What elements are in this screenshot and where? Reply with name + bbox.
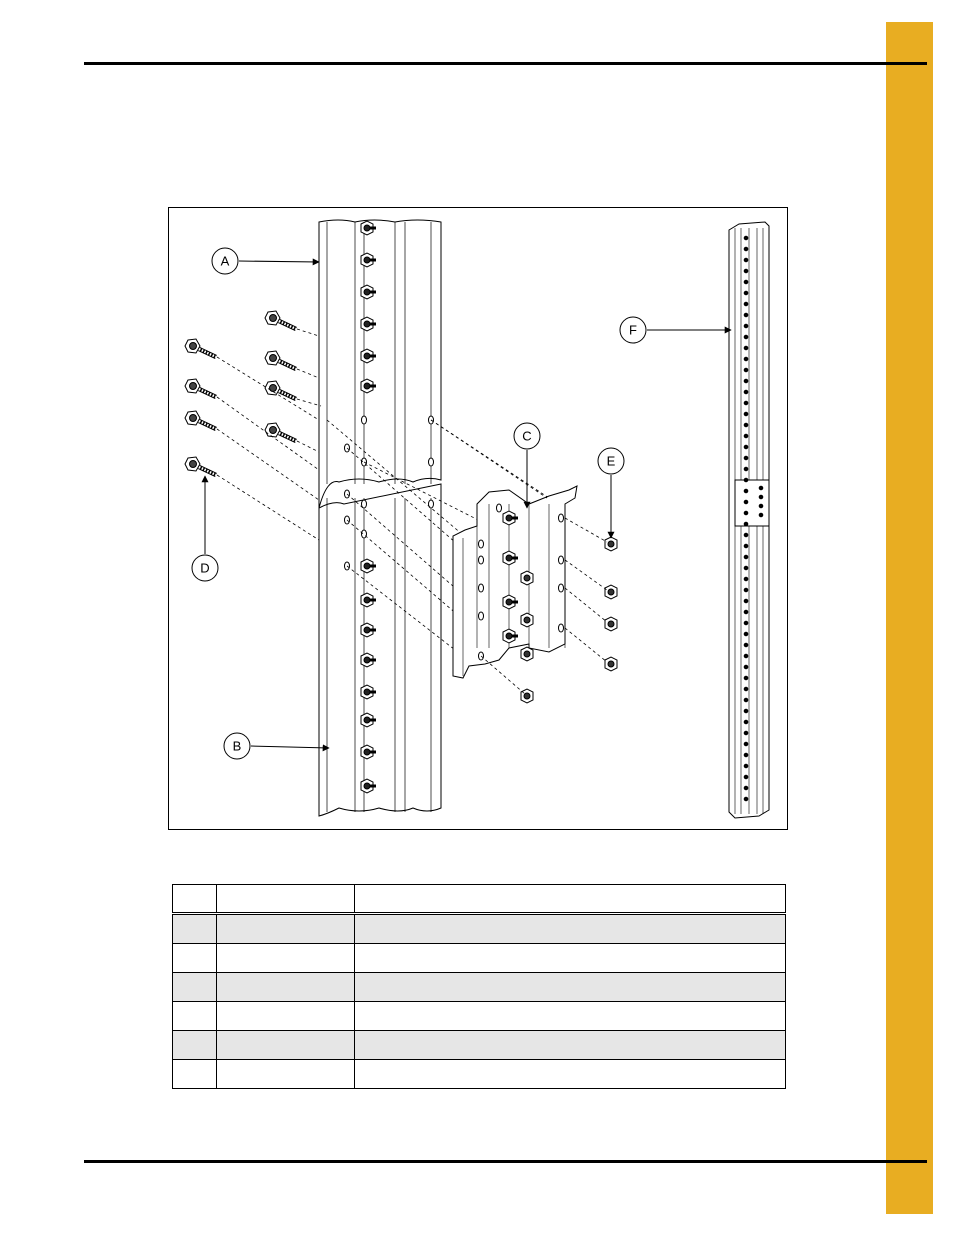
bolt-hole <box>479 540 484 548</box>
header-part-number <box>217 885 355 914</box>
row-part-number <box>217 973 355 1002</box>
table-row <box>173 1031 786 1060</box>
hidden-line <box>297 399 321 406</box>
column-hole <box>744 357 748 361</box>
row-description <box>355 1031 786 1060</box>
bolt-icon <box>265 351 296 369</box>
callout-label-c: C <box>522 428 532 444</box>
bolt-hole <box>559 514 564 522</box>
bolt-hole <box>559 584 564 592</box>
nut-icon <box>605 585 617 599</box>
column-hole <box>744 544 748 548</box>
bolt-icon <box>265 311 296 329</box>
bolt-icon <box>185 339 216 357</box>
column-hole <box>744 434 748 438</box>
column-hole <box>744 313 748 317</box>
column-hole <box>744 731 748 735</box>
column-hole <box>744 412 748 416</box>
bolt-hole <box>479 556 484 564</box>
splice-hole <box>759 495 763 499</box>
bolt-icon <box>185 379 216 397</box>
callout-label-e: E <box>606 453 616 469</box>
column-hole <box>744 379 748 383</box>
column-hole <box>744 258 748 262</box>
column-hole <box>744 335 748 339</box>
splice-hole <box>759 504 763 508</box>
row-description <box>355 1060 786 1089</box>
row-part-number <box>217 914 355 944</box>
bolt-hole <box>479 612 484 620</box>
row-ref <box>173 1031 217 1060</box>
column-hole <box>744 489 748 493</box>
row-ref <box>173 973 217 1002</box>
bolt-hole <box>559 624 564 632</box>
column-hole <box>744 236 748 240</box>
column-hole <box>744 247 748 251</box>
callout-label-a: A <box>220 253 230 269</box>
column-hole <box>744 566 748 570</box>
row-part-number <box>217 1002 355 1031</box>
footer-rule <box>84 1160 927 1163</box>
column-hole <box>744 423 748 427</box>
column-hole <box>744 401 748 405</box>
lower-column <box>319 484 441 816</box>
nut-icon <box>521 571 533 585</box>
nut-icon <box>521 613 533 627</box>
column-hole <box>744 687 748 691</box>
chapter-side-tab <box>886 22 933 1214</box>
column-hole <box>744 610 748 614</box>
column-hole <box>744 665 748 669</box>
callout-leader <box>239 261 319 262</box>
column-hole <box>744 302 748 306</box>
bolt-icon <box>185 457 216 475</box>
hidden-line <box>565 518 607 542</box>
nut-icon <box>521 689 533 703</box>
hidden-line <box>481 656 525 694</box>
bolt-icon <box>265 423 296 441</box>
table-row <box>173 944 786 973</box>
table-row <box>173 1002 786 1031</box>
bolt-icon <box>185 411 216 429</box>
row-description <box>355 914 786 944</box>
header-ref <box>173 885 217 914</box>
callout-label-f: F <box>629 322 637 338</box>
hidden-line <box>565 560 607 590</box>
column-hole <box>744 588 748 592</box>
column-hole <box>744 797 748 801</box>
column-hole <box>744 390 748 394</box>
nut-icon <box>605 537 617 551</box>
column-hole <box>744 621 748 625</box>
splice-hole <box>759 513 763 517</box>
hidden-line <box>217 397 319 470</box>
assembly-figure <box>168 207 788 830</box>
column-hole <box>744 533 748 537</box>
row-ref <box>173 1060 217 1089</box>
bolt-hole <box>497 504 502 512</box>
column-hole <box>744 676 748 680</box>
column-hole <box>744 522 748 526</box>
header-rule <box>84 62 927 65</box>
column-hole <box>744 720 748 724</box>
column-hole <box>744 346 748 350</box>
column-splice-detail <box>735 480 769 526</box>
column-hole <box>744 269 748 273</box>
hidden-line <box>297 329 319 336</box>
splice-hole <box>759 486 763 490</box>
column-hole <box>744 500 748 504</box>
nut-icon <box>605 657 617 671</box>
column-hole <box>744 643 748 647</box>
bolt-hole <box>429 458 434 466</box>
hidden-line <box>565 628 607 662</box>
column-hole <box>744 577 748 581</box>
hidden-line <box>217 475 319 540</box>
callout-label-b: B <box>232 738 242 754</box>
column-hole <box>744 709 748 713</box>
column-hole <box>744 511 748 515</box>
column-hole <box>744 654 748 658</box>
bolt-hole <box>479 584 484 592</box>
row-part-number <box>217 1031 355 1060</box>
column-hole <box>744 599 748 603</box>
row-ref <box>173 914 217 944</box>
hidden-line <box>217 429 319 500</box>
table-row <box>173 973 786 1002</box>
column-hole <box>744 632 748 636</box>
bolt-hole <box>559 556 564 564</box>
column-hole <box>744 456 748 460</box>
header-description <box>355 885 786 914</box>
column-hole <box>744 478 748 482</box>
column-hole <box>744 368 748 372</box>
row-ref <box>173 1002 217 1031</box>
nut-icon <box>605 617 617 631</box>
column-hole <box>744 775 748 779</box>
bolt-hole <box>362 416 367 424</box>
column-hole <box>744 467 748 471</box>
column-hole <box>744 753 748 757</box>
hidden-line <box>565 588 607 622</box>
row-description <box>355 973 786 1002</box>
nut-icon <box>521 647 533 661</box>
row-ref <box>173 944 217 973</box>
bolt-hole <box>362 530 367 538</box>
row-description <box>355 944 786 973</box>
column-hole <box>744 742 748 746</box>
table-row <box>173 1060 786 1089</box>
table-row <box>173 914 786 944</box>
parts-table-header <box>173 885 786 914</box>
row-part-number <box>217 944 355 973</box>
callout-label-d: D <box>200 560 210 576</box>
column-hole <box>744 698 748 702</box>
assembly-drawing <box>169 208 787 829</box>
column-hole <box>744 280 748 284</box>
column-hole <box>744 445 748 449</box>
hidden-line <box>297 441 319 452</box>
column-hole <box>744 324 748 328</box>
upper-column <box>319 220 441 508</box>
column-hole <box>744 291 748 295</box>
column-hole <box>744 764 748 768</box>
hidden-line <box>297 369 319 378</box>
column-hole <box>744 555 748 559</box>
callout-leader <box>251 746 329 748</box>
column-hole <box>744 786 748 790</box>
parts-table <box>172 884 786 1089</box>
row-part-number <box>217 1060 355 1089</box>
row-description <box>355 1002 786 1031</box>
